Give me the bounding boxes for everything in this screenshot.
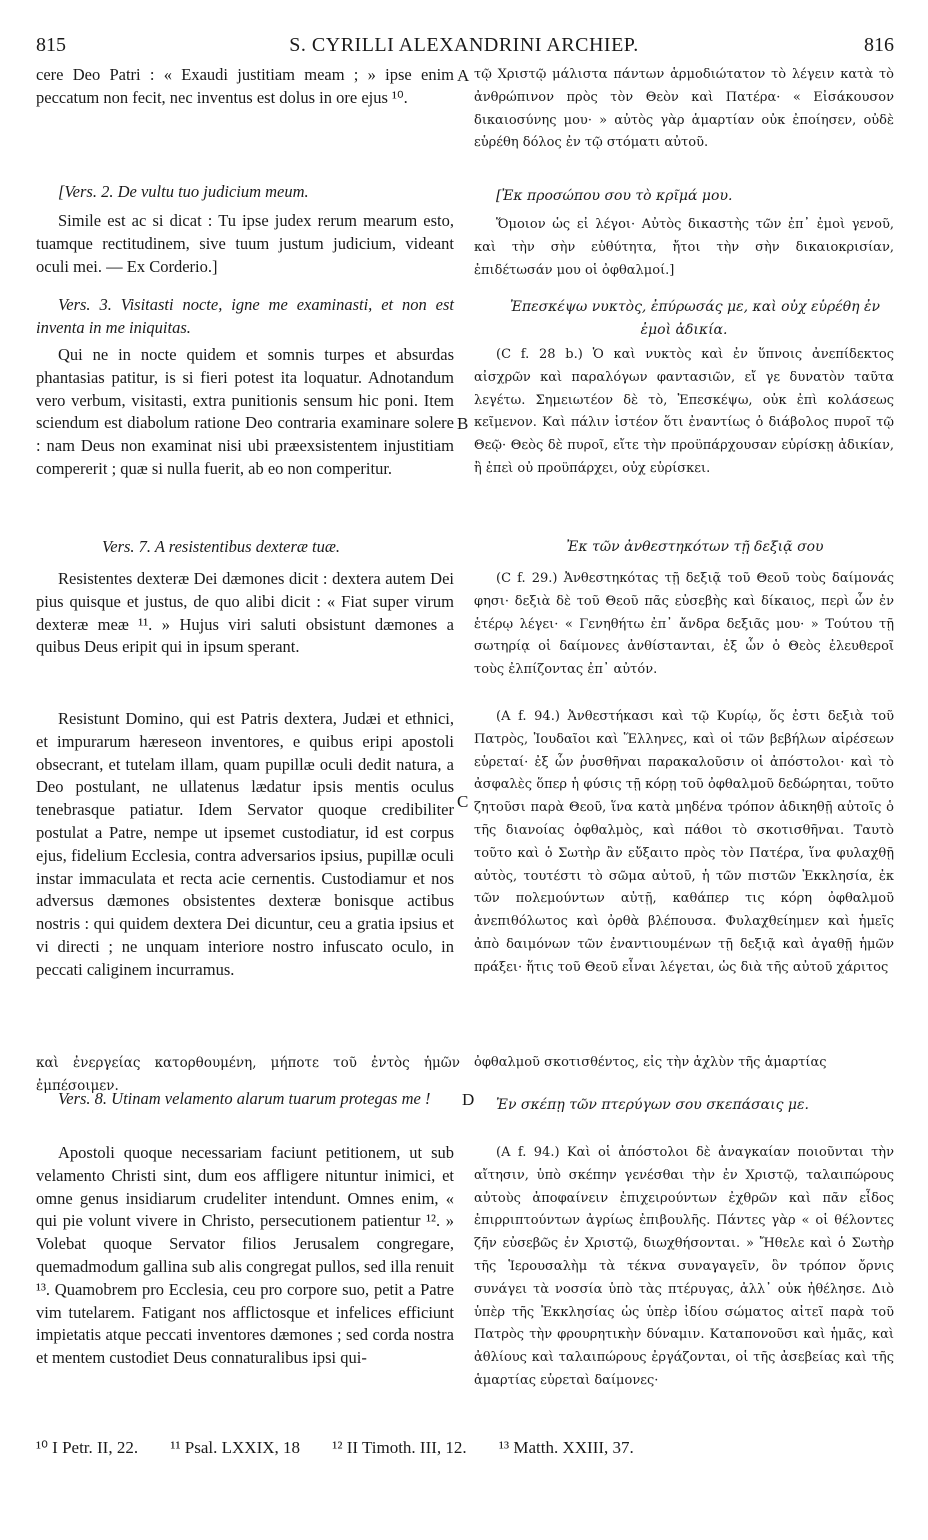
greek-verse-2-heading: [Ἐκ προσώπου σου τὸ κρῖμά μου.: [496, 188, 733, 204]
latin-verse-2-heading: [Vers. 2. De vultu tuo judicium meum.: [58, 182, 309, 201]
greek-verse-3-heading: Ἐπεσκέψω νυκτὸς, ἐπύρωσάς με, καὶ οὐχ εὑρέθη ἐν ἐμοὶ ἀδικία.: [509, 299, 881, 338]
margin-mark-c: C: [457, 792, 469, 811]
footnote-12: ¹² II Timoth. III, 12.: [332, 1438, 467, 1457]
greek-verse-2-commentary: Ὅμοιον ὡς εἰ λέγοι· Αὐτὸς δικαστὴς τῶν ἐπ᾿ ἐμοὶ γενοῦ, καὶ τὴν σὴν εὐθύτητα, ἤτοι τὴν σὴν δικαιοκρισίαν, ἐπιδέτωσάν μου οἱ ὀφθαλμοί.]: [474, 217, 894, 278]
footnote-11: ¹¹ Psal. LXXIX, 18: [170, 1438, 301, 1457]
latin-resistunt-paragraph: Resistunt Domino, qui est Patris dextera, Judæi et ethnici, et impurarum hæreseon inventores, e quibus eripi apostoli obsecrant, et tutelam illam, quam pupillæ oculi dedit natura, a Deo postulant, ne ullatenus lædatur ipsis mentis oculus tenebrasque patiatur. Idem Servator quoque credibiliter postulat a Patre, nempe ut ipsemet custodiatur, id est corpus ejus, fidelium Ecclesia, contra adversarios ipsius, pupillæ oculi instar immaculata et recta acie cernentis. Custodiamur et nos adversus dæmones obsistentes dexteræ bonisque actibus nostris : qui quidem dextera Dei dicuntur, ceu a gratia ipsius et vi directi ; ne unquam interiore nostro infuscato oculo, in peccati caliginem incurramus.: [36, 709, 454, 979]
latin-verse-7-heading: Vers. 7. A resistentibus dexteræ tuæ.: [102, 537, 341, 556]
footnote-10: ¹⁰ I Petr. II, 22.: [36, 1438, 139, 1457]
greek-verse-7-commentary: (C f. 29.) Ἀνθεστηκότας τῇ δεξιᾷ τοῦ Θεοῦ τοὺς δαίμονάς φησι· δεξιὰ δὲ τοῦ Θεοῦ πᾶς εὐσεβὴς καὶ δίκαιος, περὶ ὧν ἐν ἑτέρῳ λέγει· « Γενηθήτω ἐπ᾿ ἄνδρα δεξιᾶς μου· » Τούτου τῇ σωτηρίᾳ οἱ δαίμονες ἀνθίστανται, ἐξ ὧν ὁ Θεὸς ἐλευθεροῖ τοὺς ἐλπίζοντας ἐπ᾿ αὐτόν.: [474, 571, 894, 678]
page-number-left: 815: [36, 34, 66, 56]
greek-resistunt-paragraph: (A f. 94.) Ἀνθεστήκασι καὶ τῷ Κυρίῳ, ὅς ἐστι δεξιὰ τοῦ Πατρὸς, Ἰουδαῖοι καὶ Ἕλληνες, καὶ οἱ τῶν βεβήλων αἱρέσεων εὑρεταί· ἐξ ὧν ῥυσθῆναι παρακαλοῦσιν οἱ ἀπόστολοι· καὶ τὸ ἀσφαλὲς ὅπερ ἡ φύσις τῇ κόρῃ τοῦ ὀφθαλμοῦ δεδώρηται, τοῦτο ζητοῦσι παρὰ Θεοῦ, ἵνα κατὰ μηδένα τρόπον ἀδικηθῇ αὐτοῖς ὁ τῆς διανοίας ὀφθαλμὸς, καὶ πάθοι τὸ σκοτισθῆναι. Ταυτὸ τοῦτο καὶ ὁ Σωτὴρ ἂν εὔξαιτο πρὸς τὸν Πατέρα, ἵνα φυλαχθῇ αὐτὸς, τουτέστι τὸ σῶμα αὐτοῦ, ἡ τῶν πιστῶν Ἐκκλησία, ἐκ τῶν πολεμούντων αὐτῇ, καθάπερ τις κόρη ὀφθαλμοῦ ἀνεπιθόλωτος καὶ ὀρθὰ βλέπουσα. Φυλαχθείημεν καὶ ἡμεῖς ἀπὸ δαιμόνων τῶν ἐναντιουμένων τῇ δεξιᾷ καὶ ἀγαθῇ ἡμῶν πράξει· ἥτις τοῦ Θεοῦ εἶναι λέγεται, ὡς διὰ τῆς αὐτοῦ χάριτος: [474, 709, 894, 975]
greek-spill-line: καὶ ἐνεργείας κατορθουμένη, μήποτε τοῦ ἐντὸς ἡμῶν ἐμπέσοιμεν.: [36, 1055, 460, 1094]
margin-mark-b: B: [457, 414, 469, 433]
greek-verse-8-commentary: (A f. 94.) Καὶ οἱ ἀπόστολοι δὲ ἀναγκαίαν ποιοῦνται τὴν αἴτησιν, ὑπὸ σκέπην γενέσθαι τὴν ἐν Χριστῷ, ταλαιπώρους αὐτοὺς ἀποφαίνειν ἐπιχειρούντων ἐχθρῶν καὶ πᾶν εἶδος ἐπιρριπτούντων ἀγρίως ἐπιβουλῆς. Πάντες γὰρ « οἱ θέλοντες ζῆν εὐσεβῶς ἐν Χριστῷ, διωχθήσονται. » Ἤθελε καὶ ὁ Σωτὴρ τῆς Ἱερουσαλὴμ τὰ τέκνα συναγαγεῖν, ὃν τρόπον ὄρνις συνάγει τὰ νοσσία ὑπὸ τὰς πτέρυγας, ἀλλ᾿ οὐκ ἠθέλησε. Διὸ ὑπὲρ τῆς Ἐκκλησίας ὡς ὑπὲρ ἰδίου σώματος αἰτεῖ παρὰ τοῦ Πατρὸς τὴν φρουρητικὴν δύναμιν. Καταπονοῦσι καὶ ἡμᾶς, καὶ ἀθλίους καὶ ταλαιπώρους ἐργάζονται, οἱ τῆς ἀσεβείας καὶ τῆς ἁμαρτίας εὑρεταὶ δαίμονες·: [474, 1145, 894, 1388]
running-header: [0, 34, 928, 62]
greek-verse-8-heading: Ἐν σκέπῃ τῶν πτερύγων σου σκεπάσαις με.: [496, 1097, 809, 1113]
margin-mark-d: D: [462, 1090, 475, 1109]
page-number-right: 816: [864, 34, 894, 56]
latin-verse-7-commentary: Resistentes dexteræ Dei dæmones dicit : dextera autem Dei pius quisque et justus, de quo alibi dicit : « Fiat super virum dexteræ meæ ¹¹. » Hujus viri saluti obsistunt dæmones a quibus Deus eripit qui in ipsum sperant.: [36, 569, 454, 657]
greek-opening-paragraph: τῷ Χριστῷ μάλιστα πάντων ἁρμοδιώτατον τὸ λέγειν κατὰ τὸ ἀνθρώπινον πρὸς τὸν Θεὸν καὶ Πατέρα· « Εἰσάκουσον δικαιοσύνης μου· » αὐτὸς γὰρ ἁμαρτίαν οὐκ ἐποίησεν, οὐδὲ εὑρέθη δόλος ἐν τῷ στόματι αὐτοῦ.: [474, 67, 894, 151]
latin-verse-8-commentary: Apostoli quoque necessariam faciunt petitionem, ut sub velamento Christi sint, dum eos affligere nituntur inimici, et omne genus insidiarum crudeliter intendunt. Omnes enim, « qui pie volunt vivere in Christo, persecutionem patientur ¹². » Volebat quoque Servator filios Jerusalem congregare, quemadmodum gallina sub alis congregat pullos, sed illa renuit ¹³. Quamobrem pro Ecclesia, ceu pro corpore suo, petit a Patre vim tutelarem. Fatigant nos afflictosque et infelices efficiunt impietatis atque peccati inventores dæmones ; sed corda nostra et mentem custodiet Deus connaturalibus ipsi qui-: [36, 1143, 454, 1368]
footnotes: [36, 1438, 892, 1458]
running-title: S. CYRILLI ALEXANDRINI ARCHIEP.: [289, 34, 639, 56]
latin-verse-2-commentary: Simile est ac si dicat : Tu ipse judex rerum mearum esto, tuamque rectitudinem, sive tuum justum judicium, videant oculi mei. — Ex Corderio.]: [36, 211, 454, 276]
footnote-13: ¹³ Matth. XXIII, 37.: [498, 1438, 634, 1457]
latin-verse-3-heading: Vers. 3. Visitasti nocte, igne me examinasti, et non est inventa in me iniquitas.: [36, 295, 454, 337]
greek-verse-7-heading: Ἐκ τῶν ἀνθεστηκότων τῇ δεξιᾷ σου: [566, 539, 824, 555]
latin-verse-8-heading: Vers. 8. Utinam velamento alarum tuarum protegas me !: [58, 1089, 431, 1108]
margin-mark-a: A: [457, 66, 470, 85]
latin-opening-paragraph: cere Deo Patri : « Exaudi justitiam meam ; » ipse enim peccatum non fecit, nec inventus est dolus in ore ejus ¹⁰.: [36, 65, 454, 107]
latin-verse-3-commentary: Qui ne in nocte quidem et somnis turpes et absurdas phantasias patitur, is si fieri potest ita loquatur. Adnotandum vero verbum, visitasti, extra punitionis sensum hic poni. Item sciendum est diabolum ratione Deo contraria examinare solere : nam Deus non examinat nisi ubi præexsistentem injustitiam compererit ; quæ si nulla fuerit, ab eo non comperitur.: [36, 345, 454, 478]
greek-spill-right: ὀφθαλμοῦ σκοτισθέντος, εἰς τὴν ἀχλὺν τῆς ἁμαρτίας: [474, 1055, 827, 1070]
greek-verse-3-commentary: (C f. 28 b.) Ὁ καὶ νυκτὸς καὶ ἐν ὕπνοις ἀνεπίδεκτος αἰσχρῶν καὶ παραλόγων φαντασιῶν, εἴ γε δυνατὸν ταῦτα λεγέτω. Σημειωτέον δὲ τὸ, Ἐπεσκέψω, οὐκ ἐπὶ κολάσεως κεῖμενον. Καὶ πάλιν ἰστέον ὅτι ἐναντίως ὁ διάβολος πυροῖ τῷ Θεῷ· Θεὸς δὲ πυροῖ, εἴτε τὴν προϋπάρχουσαν εὑρίσκῃ ἀδικίαν, ἢ ἐπεὶ οὐ προϋπάρχει, οὐχ εὑρίσκει.: [474, 347, 894, 476]
